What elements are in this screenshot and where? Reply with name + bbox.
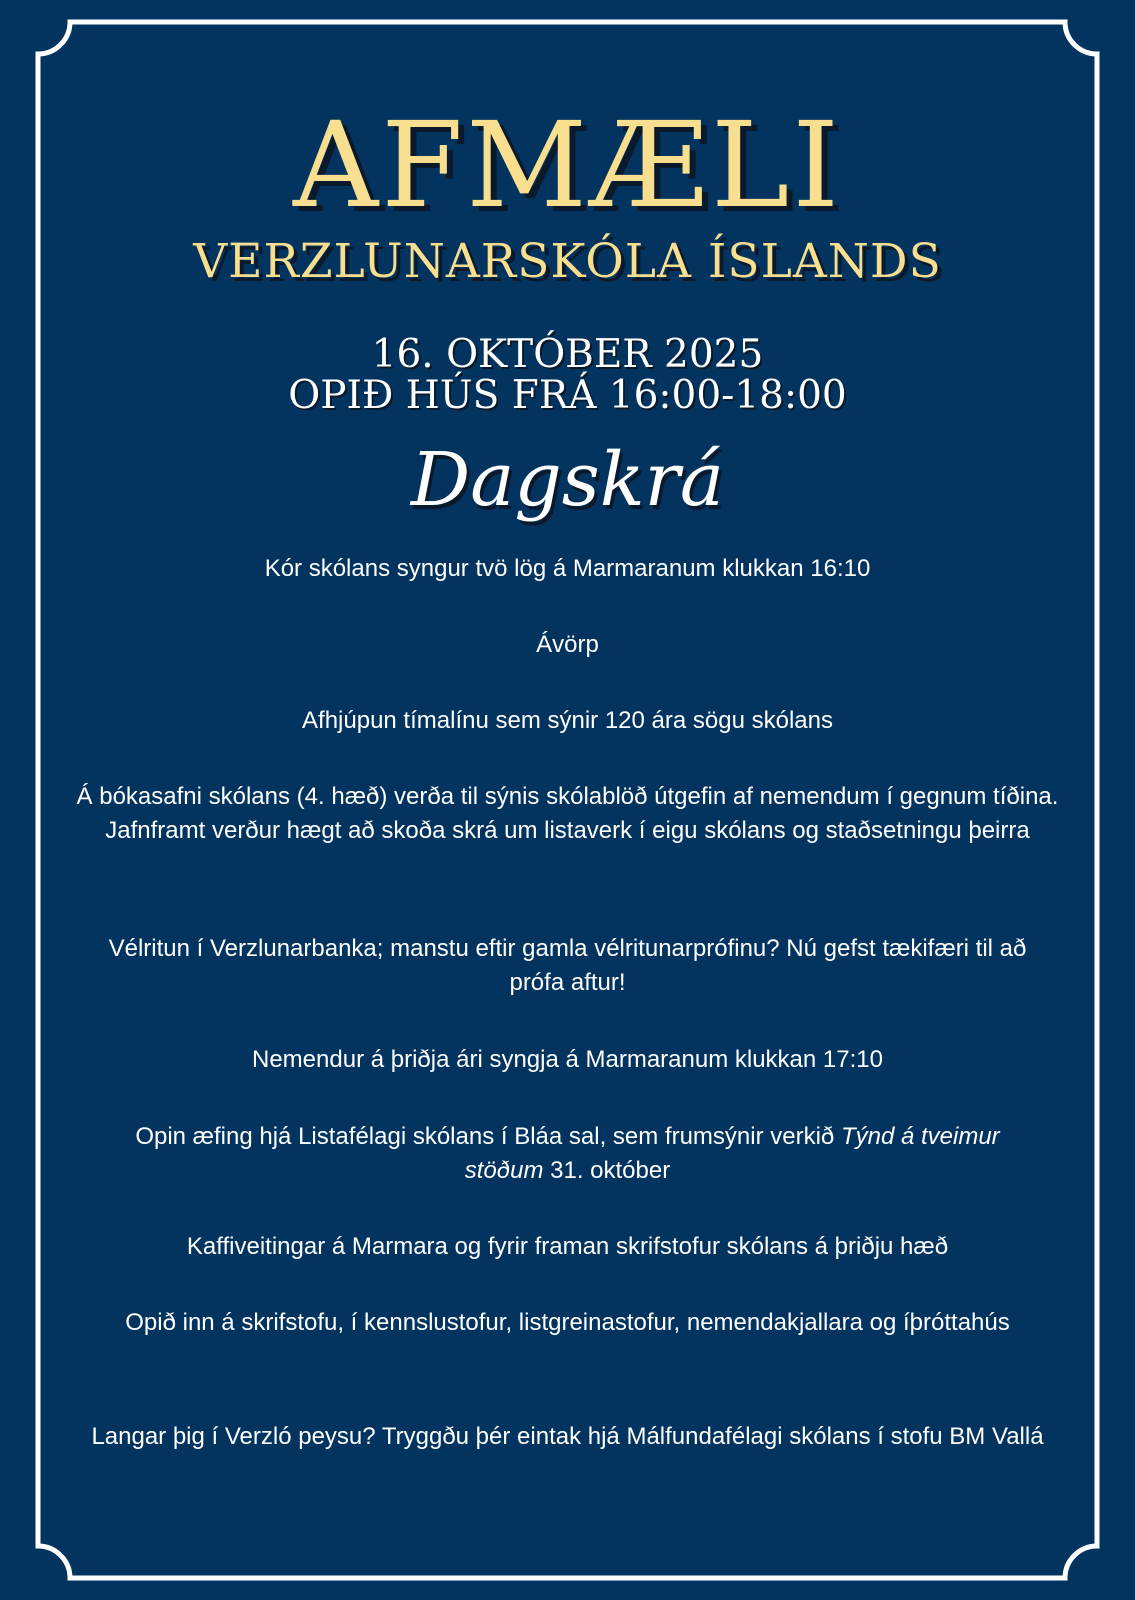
program-item-open-rooms: Opið inn á skrifstofu, í kennslustofur, listgreinastofur, nemendakjallara og íþróttahús — [125, 1309, 1010, 1336]
school-name: VERZLUNARSKÓLA ÍSLANDS — [193, 234, 942, 289]
program-item-sweater: Langar þig í Verzló peysu? Tryggðu þér eintak hjá Málfundafélagi skólans í stofu BM Vallá — [91, 1423, 1044, 1450]
program-item-choir: Kór skólans syngur tvö lög á Marmaranum klukkan 16:10 — [264, 555, 871, 582]
program-item-speeches: Ávörp — [536, 631, 599, 658]
rehearsal-text-before: Opin æfing hjá Listafélagi skólans í Bláa sal, sem frumsýnir verkið — [135, 1123, 841, 1150]
rehearsal-text-after: 31. október — [543, 1157, 671, 1184]
event-date: 16. OKTÓBER 2025 — [371, 332, 764, 377]
event-title: AFMÆLI — [293, 96, 842, 234]
program-item-typing: Vélritun í Verzlunarbanka; manstu eftir gamla vélritunarprófinu? Nú gefst tækifæri til að prófa aftur! — [108, 935, 1027, 996]
open-house-hours: OPIÐ HÚS FRÁ 16:00-18:00 — [288, 373, 847, 418]
program-item-timeline: Afhjúpun tímalínu sem sýnir 120 ára sögu skólans — [302, 707, 833, 734]
program-item-refreshments: Kaffiveitingar á Marmara og fyrir framan skrifstofur skólans á þriðju hæð — [186, 1233, 949, 1260]
program-item-third-year-singing: Nemendur á þriðja ári syngja á Marmaranum klukkan 17:10 — [252, 1046, 883, 1073]
program-item-open-rehearsal — [100, 1120, 1035, 1188]
program-item-library: Á bókasafni skólans (4. hæð) verða til sýnis skólablöð útgefin af nemendum í gegnum tíðina. Jafnframt verður hægt að skoða skrá um listaverk í eigu skólans og staðsetningu þeirra — [76, 783, 1059, 844]
play-title: Týnd á tveimur stöðum — [464, 1123, 1000, 1184]
program-heading: Dagskrá — [410, 437, 725, 523]
